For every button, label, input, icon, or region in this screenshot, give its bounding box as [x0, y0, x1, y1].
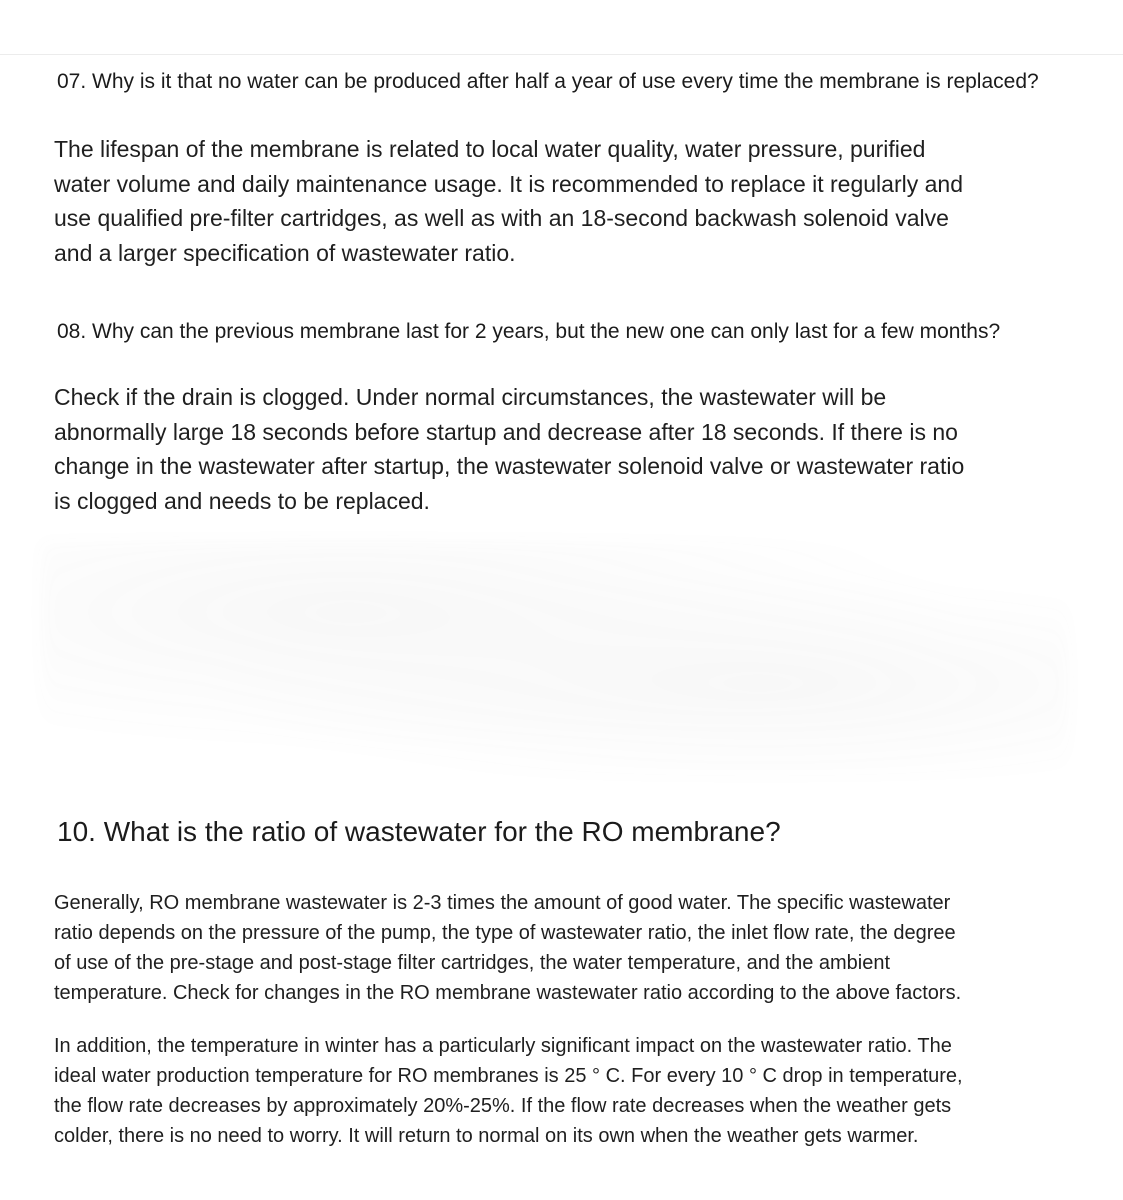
- answer-10-paragraph-1: [0, 888, 1123, 1008]
- answer-08: [0, 380, 1123, 518]
- answer-08-line: abnormally large 18 seconds before startup and decrease after 18 seconds. If there is no: [54, 418, 958, 445]
- answer-10-line: Generally, RO membrane wastewater is 2-3 times the amount of good water. The specific wastewater: [54, 892, 951, 914]
- top-divider: [0, 54, 1123, 55]
- answer-10-line: temperature. Check for changes in the RO membrane wastewater ratio according to the above factors.: [54, 982, 962, 1004]
- answer-10-line: the flow rate decreases by approximately 20%-25%. If the flow rate decreases when the weather gets: [54, 1095, 952, 1117]
- answer-10-line: ideal water production temperature for RO membranes is 25 ° C. For every 10 ° C drop in temperature,: [54, 1065, 963, 1087]
- answer-10-line: colder, there is no need to worry. It will return to normal on its own when the weather gets warmer.: [54, 1125, 919, 1147]
- faded-background-area: [40, 540, 1070, 780]
- answer-07-line: water volume and daily maintenance usage. It is recommended to replace it regularly and: [54, 170, 963, 197]
- question-08: 08. Why can the previous membrane last for 2 years, but the new one can only last for a few months?: [57, 320, 1001, 343]
- answer-10-paragraph-2: [0, 1031, 1123, 1151]
- answer-08-line: Check if the drain is clogged. Under normal circumstances, the wastewater will be: [54, 384, 887, 410]
- answer-07-line: use qualified pre-filter cartridges, as well as with an 18-second backwash solenoid valve: [54, 205, 949, 231]
- answer-10-line: ratio depends on the pressure of the pump, the type of wastewater ratio, the inlet flow rate, the degree: [54, 922, 956, 944]
- faq-item-07: [0, 68, 1123, 270]
- faq-item-08: [0, 318, 1123, 518]
- answer-08-line: change in the wastewater after startup, the wastewater solenoid valve or wastewater ratio: [54, 453, 965, 479]
- answer-07-line: The lifespan of the membrane is related to local water quality, water pressure, purified: [54, 136, 926, 162]
- answer-08-line: is clogged and needs to be replaced.: [54, 487, 430, 514]
- answer-07-line: and a larger specification of wastewater ratio.: [54, 239, 516, 266]
- question-07: 07. Why is it that no water can be produced after half a year of use every time the membrane is replaced?: [57, 70, 1039, 93]
- answer-07: [0, 132, 1123, 270]
- question-10: 10. What is the ratio of wastewater for the RO membrane?: [57, 816, 781, 847]
- answer-10-line: In addition, the temperature in winter has a particularly significant impact on the wastewater ratio. The: [54, 1035, 952, 1057]
- faq-item-10: [0, 814, 1123, 1151]
- answer-10-line: of use of the pre-stage and post-stage filter cartridges, the water temperature, and the ambient: [54, 952, 891, 974]
